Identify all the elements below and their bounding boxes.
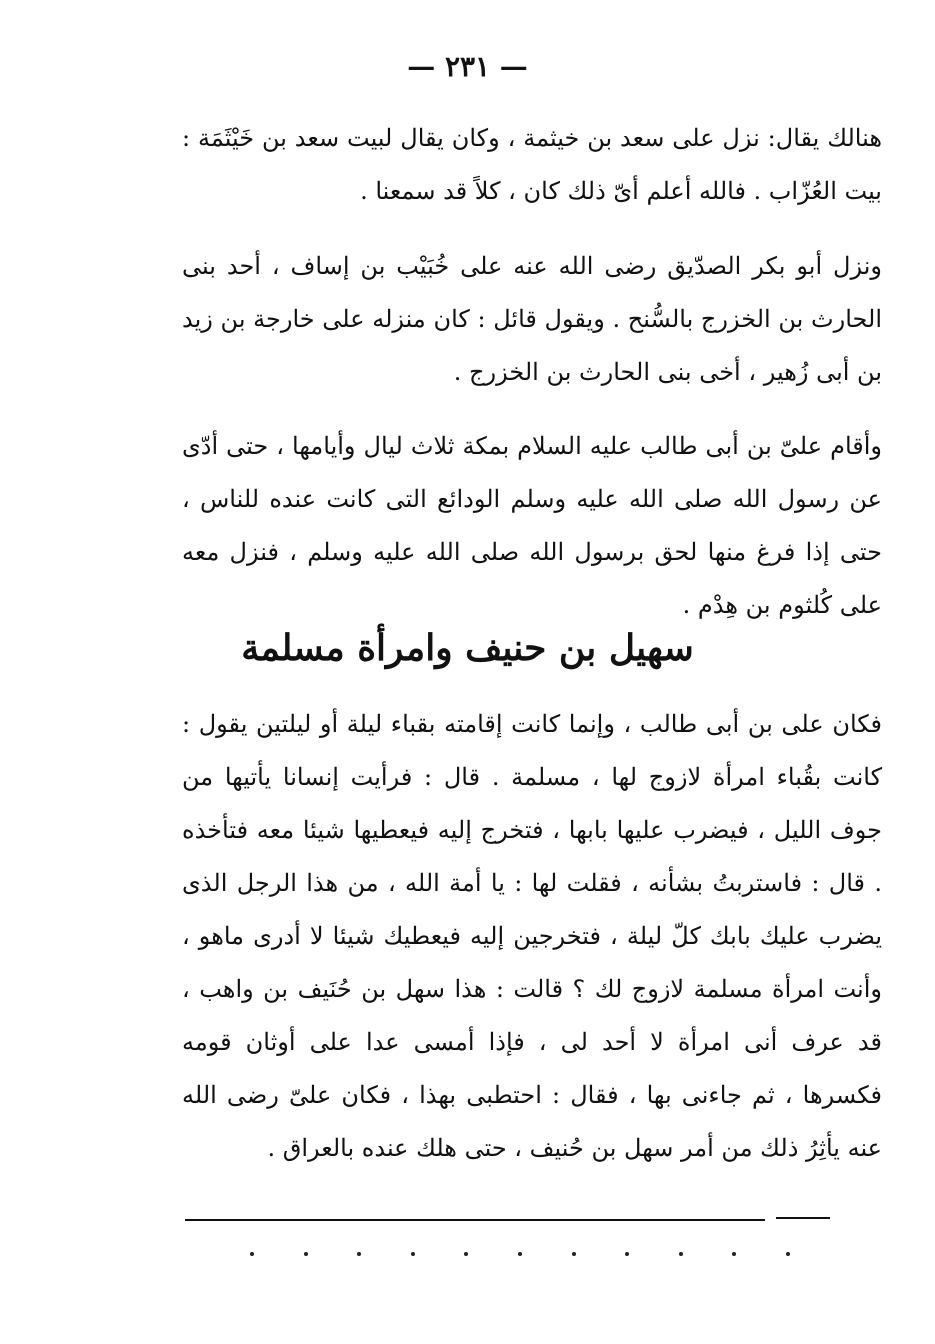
paragraph-4: فكان على بن أبى طالب ، وإنما كانت إقامته بقباء ليلة أو ليلتين يقول : كانت بقُباء امرأة لازوج لها ، مسلمة . قال : فرأيت إنسانا يأتيها من جوف الليل ، فيضرب عليها بابها ، فتخرج إليه فيعطيها شيئا معه فتأخذه . قال : فاستربتُ بشأنه ، فقلت لها : يا أمة الله ، من هذا الرجل الذى يضرب عليك بابك كلّ ليلة ، فتخرجين إليه فيعطيك شيئا لا أدرى ماهو ، وأنت امرأة مسلمة لازوج لك ؟ قالت : هذا سهل بن حُنَيف بن واهب ، قد عرف أنى امرأة لا أحد لى ، فإذا أمسى عدا على أوثان قومه فكسرها ، ثم جاءنى بها ، فقال : احتطبى بهذا ، فكان علىّ رضى الله عنه يأثِرُ ذلك من أمر سهل بن حُنيف ، حتى هلك عنده بالعراق . <box>182 710 882 1162</box>
paragraph-3: وأقام علىّ بن أبى طالب عليه السلام بمكة ثلاث ليال وأيامها ، حتى أدّى عن رسول الله صلى الله عليه وسلم الودائع التى كانت عنده للناس ، حتى إذا فرغ منها لحق برسول الله صلى الله عليه وسلم ، فنزل معه على كُلثوم بن هِدْم . <box>182 432 882 619</box>
dot <box>786 1252 790 1256</box>
dot <box>679 1252 683 1256</box>
dot <box>411 1252 415 1256</box>
dot <box>304 1252 308 1256</box>
dot <box>572 1252 576 1256</box>
section-heading: سهيل بن حنيف وامرأة مسلمة <box>241 627 694 669</box>
dot <box>518 1252 522 1256</box>
dot <box>625 1252 629 1256</box>
page-number: — ٢٣١ — <box>407 50 528 83</box>
footer-rule-short <box>776 1217 830 1219</box>
dot <box>357 1252 361 1256</box>
footer-rule <box>185 1219 765 1221</box>
dot <box>732 1252 736 1256</box>
dot <box>464 1252 468 1256</box>
ornamental-dots <box>250 1252 790 1256</box>
paragraph-1: هنالك يقال: نزل على سعد بن خيثمة ، وكان يقال لبيت سعد بن خَيْثَمَة : بيت العُزّاب . فالله أعلم أىّ ذلك كان ، كلاً قد سمعنا . <box>182 124 882 205</box>
paragraph-2: ونزل أبو بكر الصدّيق رضى الله عنه على خُبَيْب بن إساف ، أحد بنى الحارث بن الخزرج بالسُّنح . ويقول قائل : كان منزله على خارجة بن زيد بن أبى زُهير ، أخى بنى الحارث بن الخزرج . <box>182 252 882 386</box>
dot <box>250 1252 254 1256</box>
